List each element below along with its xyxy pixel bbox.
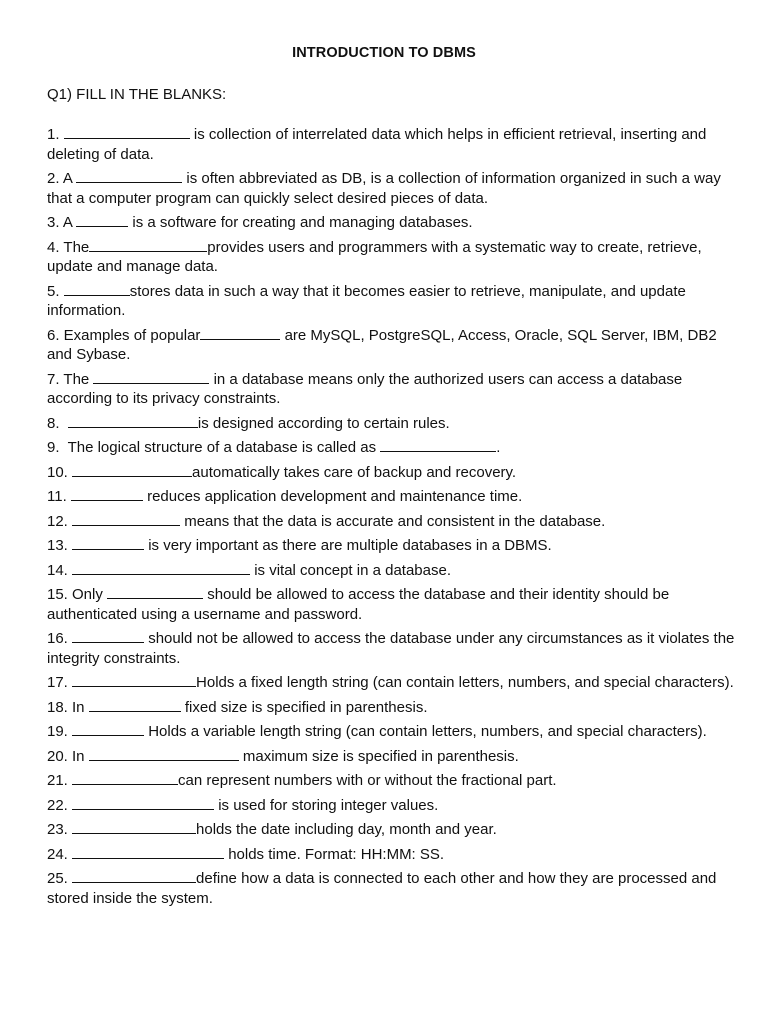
answer-blank[interactable]: [72, 512, 180, 526]
question-text-before: 7. The: [47, 370, 94, 388]
answer-blank[interactable]: [76, 169, 182, 183]
question-item: [47, 585, 737, 624]
question-item: [47, 463, 737, 483]
question-text-after: stores data in such a way that it becomes easier to retrieve, manipulate, and update information.: [47, 282, 691, 319]
answer-blank[interactable]: [89, 747, 239, 761]
answer-blank[interactable]: [71, 487, 143, 501]
question-text-after: is vital concept in a database.: [250, 561, 451, 579]
question-text-after: is very important as there are multiple databases in a DBMS.: [144, 537, 552, 554]
question-text-after: provides users and programmers with a systematic way to create, retrieve, update and manage data.: [47, 238, 706, 275]
question-item: [47, 370, 737, 409]
answer-blank[interactable]: [72, 673, 196, 687]
question-text-before: 5.: [47, 282, 64, 300]
answer-blank[interactable]: [72, 796, 214, 810]
question-text-before: 17.: [47, 674, 73, 691]
question-item: [47, 512, 737, 532]
answer-blank[interactable]: [72, 561, 250, 575]
question-text-after: can represent numbers with or without the fractional part.: [178, 772, 557, 789]
question-text-after: should not be allowed to access the database under any circumstances as it violates the integrity constraints.: [47, 630, 739, 667]
question-text-after: is often abbreviated as DB, is a collection of information organized in such a way that a computer program can quickly select desired pieces of data.: [47, 170, 725, 207]
document-title: INTRODUCTION TO DBMS: [292, 45, 476, 61]
question-item: [47, 771, 737, 791]
answer-blank[interactable]: [93, 370, 209, 384]
question-text-after: in a database means only the authorized users can access a database according to its privacy constraints.: [47, 370, 687, 407]
question-text-before: 9. The logical structure of a database is called as: [47, 439, 381, 456]
question-item: [47, 238, 737, 277]
answer-blank[interactable]: [72, 463, 192, 477]
section-heading: Q1) FILL IN THE BLANKS:: [47, 86, 227, 103]
question-text-before: 12.: [47, 512, 73, 530]
question-item: [47, 438, 737, 458]
question-list: [47, 125, 737, 913]
question-text-after: define how a data is connected to each other and how they are processed and stored inside the system.: [47, 870, 721, 907]
answer-blank[interactable]: [200, 326, 280, 340]
answer-blank[interactable]: [89, 698, 181, 712]
question-text-after: fixed size is specified in parenthesis.: [180, 698, 428, 716]
question-item: [47, 487, 737, 507]
question-item: [47, 536, 737, 556]
question-text-after: Holds a fixed length string (can contain letters, numbers, and special characters).: [196, 674, 734, 691]
question-text-before: 3. A: [47, 214, 77, 231]
question-text-after: maximum size is specified in parenthesis.: [238, 747, 519, 765]
question-text-before: 21.: [47, 772, 73, 789]
question-text-after: means that the data is accurate and consistent in the database.: [180, 512, 606, 530]
question-text-after: .: [496, 439, 501, 456]
question-text-after: is designed according to certain rules.: [197, 414, 450, 432]
answer-blank[interactable]: [107, 585, 203, 599]
answer-blank[interactable]: [64, 282, 130, 296]
question-text-after: are MySQL, PostgreSQL, Access, Oracle, SQL Server, IBM, DB2 and Sybase.: [47, 326, 721, 363]
question-item: [47, 125, 737, 164]
answer-blank[interactable]: [72, 536, 144, 550]
question-item: [47, 796, 737, 816]
question-text-before: 13.: [47, 537, 73, 554]
question-item: [47, 845, 737, 865]
question-text-before: 15. Only: [47, 586, 108, 603]
question-text-before: 25.: [47, 870, 73, 887]
question-text-before: 18. In: [47, 698, 89, 716]
answer-blank[interactable]: [64, 125, 190, 139]
question-item: [47, 213, 737, 233]
question-text-after: should be allowed to access the database and their identity should be authenticated using a username and password.: [47, 586, 674, 623]
question-text-before: 16.: [47, 630, 73, 647]
question-text-before: 10.: [47, 463, 73, 481]
question-text-before: 8.: [47, 414, 68, 432]
question-item: [47, 869, 737, 908]
question-text-before: 24.: [47, 845, 73, 863]
question-text-before: 20. In: [47, 747, 89, 765]
answer-blank[interactable]: [380, 438, 496, 452]
question-text-before: 4. The: [47, 238, 90, 256]
question-item: [47, 820, 737, 840]
question-text-before: 11.: [47, 488, 71, 505]
question-item: [47, 722, 737, 742]
answer-blank[interactable]: [72, 820, 196, 834]
question-text-before: 19.: [47, 723, 73, 740]
question-text-after: is used for storing integer values.: [214, 796, 439, 814]
answer-blank[interactable]: [72, 722, 144, 736]
answer-blank[interactable]: [72, 869, 196, 883]
question-text-after: reduces application development and maintenance time.: [142, 488, 523, 505]
question-text-after: holds time. Format: HH:MM: SS.: [224, 845, 445, 863]
question-text-after: is collection of interrelated data which helps in efficient retrieval, inserting and deleting of data.: [47, 126, 711, 163]
question-text-after: automatically takes care of backup and recovery.: [192, 463, 517, 481]
question-item: [47, 629, 737, 668]
question-text-after: Holds a variable length string (can contain letters, numbers, and special characters).: [144, 723, 707, 740]
question-text-before: 22.: [47, 796, 73, 814]
question-item: [47, 326, 737, 365]
question-item: [47, 282, 737, 321]
answer-blank[interactable]: [76, 213, 128, 227]
question-text-before: 23.: [47, 821, 73, 838]
question-item: [47, 414, 737, 434]
question-text-before: 14.: [47, 561, 73, 579]
answer-blank[interactable]: [68, 414, 198, 428]
question-item: [47, 561, 737, 581]
answer-blank[interactable]: [72, 845, 224, 859]
question-item: [47, 673, 737, 693]
question-item: [47, 169, 737, 208]
question-text-before: 2. A: [47, 170, 77, 187]
answer-blank[interactable]: [72, 771, 178, 785]
question-text-after: holds the date including day, month and year.: [196, 821, 497, 838]
question-item: [47, 698, 737, 718]
answer-blank[interactable]: [89, 238, 207, 252]
question-text-after: is a software for creating and managing databases.: [128, 214, 473, 231]
question-item: [47, 747, 737, 767]
answer-blank[interactable]: [72, 629, 144, 643]
question-text-before: 1.: [47, 126, 64, 143]
question-text-before: 6. Examples of popular: [47, 326, 201, 344]
